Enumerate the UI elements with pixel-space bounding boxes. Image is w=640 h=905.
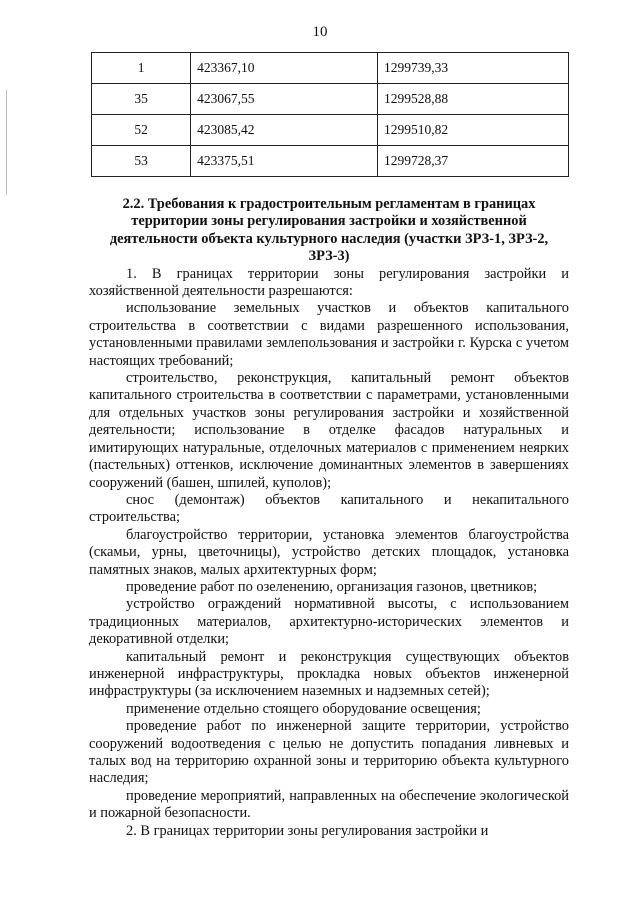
scan-margin-line: [6, 90, 7, 195]
paragraph: благоустройство территории, установка элементов благоустройства (скамьи, урны, цветочницы), устройство детских площадок, установка памятных знаков, малых архитектурных форм;: [89, 526, 569, 578]
table-row: [92, 146, 569, 177]
y-coordinate-cell: 1299739,33: [378, 53, 569, 84]
paragraph: 2. В границах территории зоны регулирования застройки и: [126, 822, 489, 839]
table-row: [92, 115, 569, 146]
y-coordinate-cell: 1299528,88: [378, 84, 569, 115]
point-number-cell: 52: [92, 115, 191, 146]
x-coordinate-cell: 423375,51: [191, 146, 378, 177]
x-coordinate-cell: 423085,42: [191, 115, 378, 146]
paragraph: применение отдельно стоящего оборудование освещения;: [126, 700, 481, 717]
table-row: [92, 53, 569, 84]
section-heading: 2.2. Требования к градостроительным регламентам в границах территории зоны регулирования застройки и хозяйственной деятельности объекта культурного наследия (участки ЗРЗ-1, ЗРЗ-2, ЗРЗ-3): [109, 196, 549, 265]
x-coordinate-cell: 423067,55: [191, 84, 378, 115]
paragraph: проведение мероприятий, направленных на обеспечение экологической и пожарной безопасности.: [89, 787, 569, 822]
section-body: [89, 196, 569, 840]
point-number-cell: 35: [92, 84, 191, 115]
table-row: [92, 84, 569, 115]
y-coordinate-cell: 1299728,37: [378, 146, 569, 177]
y-coordinate-cell: 1299510,82: [378, 115, 569, 146]
paragraph: проведение работ по озеленению, организация газонов, цветников;: [126, 578, 538, 595]
paragraph: строительство, реконструкция, капитальный ремонт объектов капитального строительства в соответствии с параметрами, установленными для отдельных участков зоны регулирования застройки и хозяйственной деятельности; использование в отделке фасадов натуральных и имитирующих натуральные, отделочных материалов с применением неярких (пастельных) оттенков, исключение доминантных элементов в завершениях сооружений (башен, шпилей, куполов);: [89, 370, 569, 491]
paragraph: использование земельных участков и объектов капитального строительства в соответствии с видами разрешенного использования, установленными правилами землепользования и застройки г. Курска с учетом настоящих требований;: [89, 300, 569, 369]
point-number-cell: 53: [92, 146, 191, 177]
x-coordinate-cell: 423367,10: [191, 53, 378, 84]
paragraph: капитальный ремонт и реконструкция существующих объектов инженерной инфраструктуры, прокладка новых объектов инженерной инфраструктуры (за исключением наземных и надземных сетей);: [89, 648, 569, 700]
point-number-cell: 1: [92, 53, 191, 84]
paragraph: снос (демонтаж) объектов капитального и некапитального строительства;: [89, 491, 569, 526]
page-number: 10: [312, 24, 328, 40]
coordinates-table: [91, 52, 569, 177]
paragraph: проведение работ по инженерной защите территории, устройство сооружений водоотведения с целью не допустить попадания ливневых и талых вод на территорию охранной зоны и территорию объекта культурного наследия;: [89, 718, 569, 787]
paragraph: устройство ограждений нормативной высоты, с использованием традиционных материалов, архитектурно-исторических элементов и декоративной отделки;: [89, 596, 569, 648]
paragraph: 1. В границах территории зоны регулирования застройки и хозяйственной деятельности разрешаются:: [89, 265, 569, 300]
